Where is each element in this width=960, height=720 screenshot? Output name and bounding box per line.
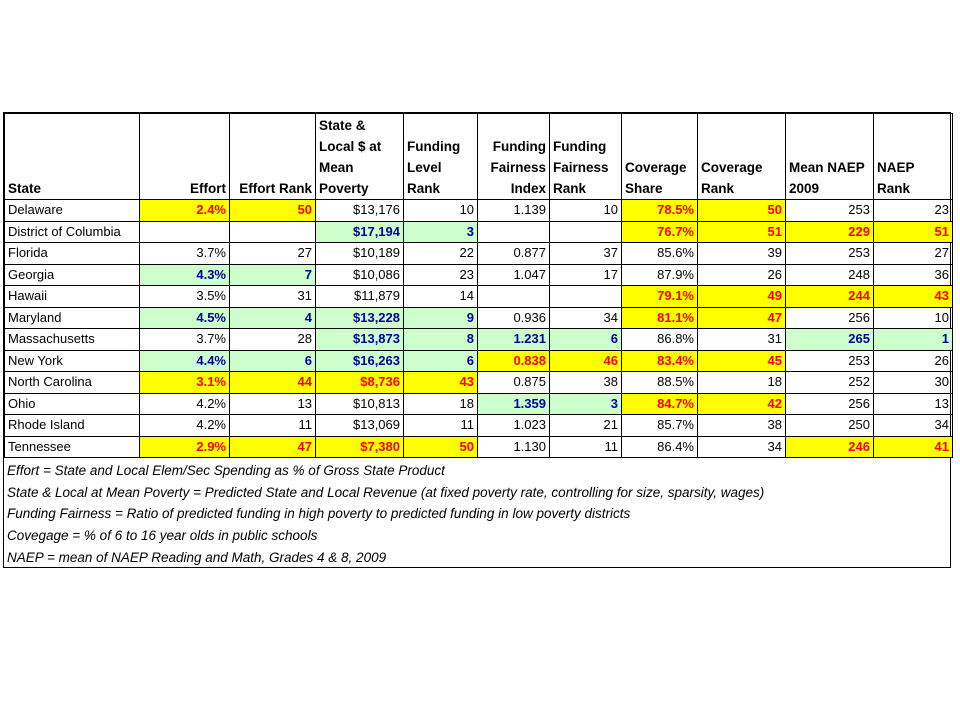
cell-coverage-rank: 45 (698, 350, 786, 372)
cell-funding-fairness-index: 1.023 (478, 415, 550, 437)
cell-effort-rank: 44 (230, 372, 316, 394)
table-body (5, 200, 953, 458)
header-coverage-rank: Coverage Rank (698, 114, 786, 200)
cell-funding-fairness-rank: 38 (550, 372, 622, 394)
cell-mean-naep: 250 (786, 415, 874, 437)
cell-coverage-rank: 31 (698, 329, 786, 351)
cell-effort-rank (230, 221, 316, 243)
table-row (5, 393, 953, 415)
cell-state: Hawaii (5, 286, 140, 308)
cell-funding-fairness-rank: 17 (550, 264, 622, 286)
cell-effort: 4.2% (140, 393, 230, 415)
cell-effort: 4.3% (140, 264, 230, 286)
cell-naep-rank: 10 (874, 307, 953, 329)
table-row (5, 307, 953, 329)
cell-naep-rank: 26 (874, 350, 953, 372)
table-row (5, 329, 953, 351)
cell-state-local-dollars: $17,194 (316, 221, 404, 243)
cell-mean-naep: 253 (786, 200, 874, 222)
cell-naep-rank: 43 (874, 286, 953, 308)
footnotes (4, 458, 950, 569)
cell-funding-fairness-index: 0.877 (478, 243, 550, 265)
cell-mean-naep: 256 (786, 307, 874, 329)
cell-coverage-share: 84.7% (622, 393, 698, 415)
header-row (5, 114, 953, 200)
cell-effort-rank: 4 (230, 307, 316, 329)
cell-state-local-dollars: $10,813 (316, 393, 404, 415)
cell-funding-level-rank: 22 (404, 243, 478, 265)
cell-coverage-share: 86.8% (622, 329, 698, 351)
cell-effort-rank: 47 (230, 436, 316, 458)
cell-state: Maryland (5, 307, 140, 329)
footnote-naep: NAEP = mean of NAEP Reading and Math, Grades 4 & 8, 2009 (7, 549, 387, 565)
cell-effort-rank: 31 (230, 286, 316, 308)
cell-funding-level-rank: 23 (404, 264, 478, 286)
table-row (5, 415, 953, 437)
cell-effort-rank: 28 (230, 329, 316, 351)
cell-coverage-rank: 34 (698, 436, 786, 458)
cell-coverage-share: 87.9% (622, 264, 698, 286)
cell-funding-level-rank: 10 (404, 200, 478, 222)
cell-state-local-dollars: $13,228 (316, 307, 404, 329)
cell-mean-naep: 253 (786, 243, 874, 265)
cell-coverage-share: 85.6% (622, 243, 698, 265)
cell-effort: 2.4% (140, 200, 230, 222)
cell-funding-level-rank: 9 (404, 307, 478, 329)
cell-effort: 2.9% (140, 436, 230, 458)
cell-coverage-rank: 38 (698, 415, 786, 437)
cell-state: Delaware (5, 200, 140, 222)
cell-coverage-rank: 47 (698, 307, 786, 329)
cell-coverage-share: 83.4% (622, 350, 698, 372)
cell-naep-rank: 13 (874, 393, 953, 415)
cell-state-local-dollars: $13,176 (316, 200, 404, 222)
cell-effort: 3.1% (140, 372, 230, 394)
cell-state: District of Columbia (5, 221, 140, 243)
cell-effort-rank: 11 (230, 415, 316, 437)
cell-state: Florida (5, 243, 140, 265)
cell-naep-rank: 1 (874, 329, 953, 351)
header-funding-level-rank: Funding Level Rank (404, 114, 478, 200)
cell-funding-fairness-rank (550, 221, 622, 243)
cell-effort: 4.4% (140, 350, 230, 372)
cell-state-local-dollars: $10,086 (316, 264, 404, 286)
state-funding-table (4, 113, 953, 458)
cell-effort-rank: 27 (230, 243, 316, 265)
cell-state-local-dollars: $8,736 (316, 372, 404, 394)
header-naep-rank: NAEP Rank (874, 114, 953, 200)
cell-state: Tennessee (5, 436, 140, 458)
table-row (5, 350, 953, 372)
cell-funding-fairness-rank: 6 (550, 329, 622, 351)
cell-funding-fairness-index: 1.130 (478, 436, 550, 458)
cell-coverage-rank: 18 (698, 372, 786, 394)
cell-effort: 3.7% (140, 243, 230, 265)
cell-state: Rhode Island (5, 415, 140, 437)
cell-funding-fairness-index: 1.359 (478, 393, 550, 415)
header-effort-rank: Effort Rank (230, 114, 316, 200)
cell-effort-rank: 13 (230, 393, 316, 415)
cell-funding-level-rank: 50 (404, 436, 478, 458)
cell-mean-naep: 248 (786, 264, 874, 286)
cell-coverage-share: 78.5% (622, 200, 698, 222)
cell-state: Massachusetts (5, 329, 140, 351)
cell-naep-rank: 41 (874, 436, 953, 458)
cell-state: Georgia (5, 264, 140, 286)
table-row (5, 372, 953, 394)
cell-effort: 4.2% (140, 415, 230, 437)
cell-coverage-rank: 51 (698, 221, 786, 243)
cell-coverage-rank: 26 (698, 264, 786, 286)
cell-funding-level-rank: 3 (404, 221, 478, 243)
cell-funding-fairness-index: 1.231 (478, 329, 550, 351)
cell-funding-level-rank: 11 (404, 415, 478, 437)
cell-mean-naep: 253 (786, 350, 874, 372)
cell-funding-level-rank: 43 (404, 372, 478, 394)
cell-funding-level-rank: 14 (404, 286, 478, 308)
cell-effort-rank: 6 (230, 350, 316, 372)
cell-funding-fairness-rank: 37 (550, 243, 622, 265)
cell-funding-level-rank: 8 (404, 329, 478, 351)
cell-effort: 4.5% (140, 307, 230, 329)
header-mean-naep: Mean NAEP 2009 (786, 114, 874, 200)
cell-funding-level-rank: 6 (404, 350, 478, 372)
cell-effort-rank: 7 (230, 264, 316, 286)
cell-naep-rank: 30 (874, 372, 953, 394)
cell-coverage-share: 86.4% (622, 436, 698, 458)
cell-naep-rank: 51 (874, 221, 953, 243)
cell-coverage-share: 81.1% (622, 307, 698, 329)
cell-coverage-rank: 50 (698, 200, 786, 222)
cell-funding-level-rank: 18 (404, 393, 478, 415)
cell-naep-rank: 27 (874, 243, 953, 265)
cell-funding-fairness-rank: 21 (550, 415, 622, 437)
cell-state: New York (5, 350, 140, 372)
cell-state-local-dollars: $10,189 (316, 243, 404, 265)
footnote-coverage: Covegage = % of 6 to 16 year olds in public schools (7, 528, 318, 544)
data-table-sheet (3, 112, 951, 568)
cell-funding-fairness-index: 0.875 (478, 372, 550, 394)
cell-funding-fairness-index: 0.936 (478, 307, 550, 329)
cell-effort: 3.7% (140, 329, 230, 351)
table-row (5, 264, 953, 286)
cell-coverage-share: 85.7% (622, 415, 698, 437)
cell-effort-rank: 50 (230, 200, 316, 222)
header-coverage-share: Coverage Share (622, 114, 698, 200)
cell-funding-fairness-index: 0.838 (478, 350, 550, 372)
cell-effort: 3.5% (140, 286, 230, 308)
cell-coverage-share: 88.5% (622, 372, 698, 394)
cell-mean-naep: 229 (786, 221, 874, 243)
cell-coverage-rank: 49 (698, 286, 786, 308)
cell-mean-naep: 252 (786, 372, 874, 394)
header-effort: Effort (140, 114, 230, 200)
cell-funding-fairness-rank: 46 (550, 350, 622, 372)
cell-coverage-rank: 42 (698, 393, 786, 415)
header-state: State (5, 114, 140, 200)
cell-coverage-rank: 39 (698, 243, 786, 265)
cell-naep-rank: 36 (874, 264, 953, 286)
cell-mean-naep: 265 (786, 329, 874, 351)
cell-naep-rank: 23 (874, 200, 953, 222)
cell-funding-fairness-index: 1.047 (478, 264, 550, 286)
footnote-funding-fairness: Funding Fairness = Ratio of predicted funding in high poverty to predicted funding in low poverty districts (7, 506, 631, 522)
table-row (5, 436, 953, 458)
cell-coverage-share: 76.7% (622, 221, 698, 243)
cell-funding-fairness-index (478, 286, 550, 308)
table-row (5, 243, 953, 265)
cell-funding-fairness-rank: 11 (550, 436, 622, 458)
header-funding-fairness-rank: Funding Fairness Rank (550, 114, 622, 200)
table-row (5, 221, 953, 243)
cell-state: Ohio (5, 393, 140, 415)
cell-mean-naep: 244 (786, 286, 874, 308)
header-state-local-dollars: State & Local $ at Mean Poverty (316, 114, 404, 200)
cell-funding-fairness-index: 1.139 (478, 200, 550, 222)
cell-coverage-share: 79.1% (622, 286, 698, 308)
cell-state-local-dollars: $16,263 (316, 350, 404, 372)
cell-state-local-dollars: $13,873 (316, 329, 404, 351)
footnote-effort: Effort = State and Local Elem/Sec Spending as % of Gross State Product (7, 463, 445, 478)
cell-effort (140, 221, 230, 243)
cell-funding-fairness-rank: 34 (550, 307, 622, 329)
cell-state-local-dollars: $11,879 (316, 286, 404, 308)
footnote-state-local: State & Local at Mean Poverty = Predicted State and Local Revenue (at fixed poverty rate, controlling for size, sparsity, wages) (7, 484, 765, 500)
cell-funding-fairness-index (478, 221, 550, 243)
cell-state-local-dollars: $13,069 (316, 415, 404, 437)
cell-funding-fairness-rank (550, 286, 622, 308)
header-funding-fairness-index: Funding Fairness Index (478, 114, 550, 200)
table-row (5, 200, 953, 222)
table-row (5, 286, 953, 308)
cell-naep-rank: 34 (874, 415, 953, 437)
cell-funding-fairness-rank: 3 (550, 393, 622, 415)
cell-funding-fairness-rank: 10 (550, 200, 622, 222)
cell-mean-naep: 246 (786, 436, 874, 458)
cell-state: North Carolina (5, 372, 140, 394)
cell-mean-naep: 256 (786, 393, 874, 415)
cell-state-local-dollars: $7,380 (316, 436, 404, 458)
